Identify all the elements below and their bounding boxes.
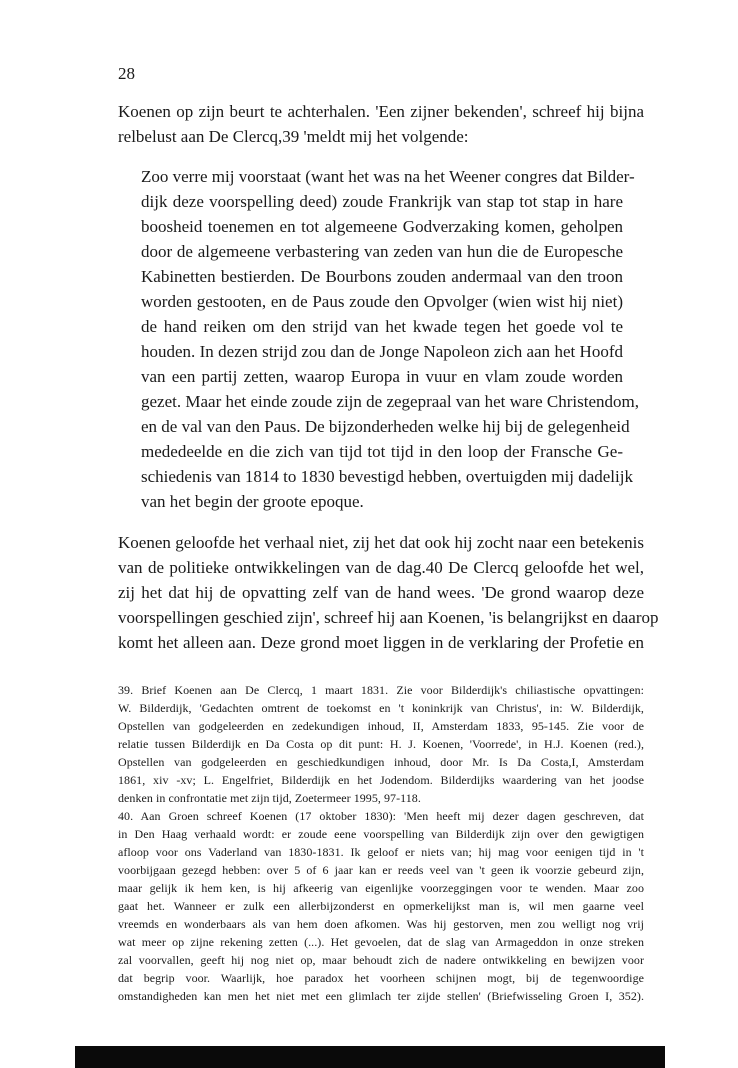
footnote-line: zal voorvallen, geeft hij nog niet op, maar behoudt zich de nadere ontwikkeling en bewijzen voor: [118, 953, 644, 967]
footnote-line: Opstellen van godgeleerden en zedekundigen inhoud, II, Amsterdam 1833, 95-145. Zie voor de: [118, 719, 644, 733]
quote-line: Zoo verre mij voorstaat (want het was na het Weener congres dat Bilder-: [141, 167, 635, 186]
footnote-line: denken in confrontatie met zijn tijd, Zoetermeer 1995, 97-118.: [118, 791, 421, 805]
quote-line: en de val van den Paus. De bijzonderheden welke hij bij de gelegenheid: [141, 417, 630, 436]
footnote-line: in Den Haag verhaald wordt: er zoude eene voorspelling van Bilderdijk zijn over den gewigtigen: [118, 827, 644, 841]
quote-line: schiedenis van 1814 to 1830 bevestigd hebben, overtuigden mij dadelijk: [141, 467, 633, 486]
quote-line: dijk deze voorspelling deed) zoude Frankrijk van stap tot stap in hare: [141, 192, 623, 211]
quote-line: van het begin der groote epoque.: [141, 492, 364, 511]
body-line: Koenen op zijn beurt te achterhalen. 'Een zijner bekenden', schreef hij bijna: [118, 102, 644, 121]
quote-line: mededeelde en die zich van tijd tot tijd in den loop der Fransche Ge-: [141, 442, 623, 461]
body-line: relbelust aan De Clercq,39 'meldt mij het volgende:: [118, 127, 469, 146]
quote-line: worden gestooten, en de Paus zoude den Opvolger (wien wist hij niet): [141, 292, 623, 311]
footnote-line: W. Bilderdijk, 'Gedachten omtrent de toekomst en 't koninkrijk van Christus', in: W. Bilderdijk,: [118, 701, 644, 715]
body-line: komt het alleen aan. Deze grond moet liggen in de verklaring der Profetie en: [118, 633, 644, 652]
quote-line: houden. In dezen strijd zou dan de Jonge Napoleon zich aan het Hoofd: [141, 342, 623, 361]
footnote-line: Opstellen van godgeleerden en geschiedkundigen inhoud, door Mr. Is Da Costa,I, Amsterdam: [118, 755, 644, 769]
body-line: zij het dat hij de opvatting zelf van de hand wees. 'De grond waarop deze: [118, 583, 644, 602]
footnote-line: 1861, xiv -xv; L. Engelfriet, Bilderdijk en het Jodendom. Bilderdijks waardering van het joodse: [118, 773, 644, 787]
body-line: voorspellingen geschied zijn', schreef hij aan Koenen, 'is belangrijkst en daarop: [118, 608, 659, 627]
footnote-line: 39. Brief Koenen aan De Clercq, 1 maart 1831. Zie voor Bilderdijk's chiliastische opvattingen:: [118, 683, 644, 697]
body-line: van de politieke ontwikkelingen van de dag.40 De Clercq geloofde het wel,: [118, 558, 644, 577]
quote-line: van een partij zetten, waarop Europa in vuur en vlam zoude worden: [141, 367, 623, 386]
footnote-line: voorbijgaan gezegd hebben: over 5 of 6 jaar kan er reeds veel van 't geen ik voorzie gebeurd zijn,: [118, 863, 644, 877]
footnote-line: omstandigheden kan men het niet met een glimlach ter zijde stellen' (Briefwisseling Groen I, 352).: [118, 989, 644, 1003]
quote-line: de hand reiken om den strijd van het kwade tegen het goede vol te: [141, 317, 623, 336]
body-line: Koenen geloofde het verhaal niet, zij het dat ook hij zocht naar een betekenis: [118, 533, 644, 552]
footnote-line: relatie tussen Bilderdijk en Da Costa op dit punt: H. J. Koenen, 'Voorrede', in H.J. Koenen (red.),: [118, 737, 644, 751]
footnote-line: vreemds en wonderbaars als van hem doen afkomen. Was hij gestorven, men zou welligt nog vrij: [118, 917, 644, 931]
footnote-line: wat meer op zijne rekening zetten (...). Het gevoelen, dat de slag van Armageddon in onze streken: [118, 935, 644, 949]
quote-line: door de algemeene verbastering van zeden van hun die de Europesche: [141, 242, 623, 261]
scan-edge-bar: [75, 1046, 665, 1068]
quote-line: gezet. Maar het einde zoude zijn de zegepraal van het ware Christendom,: [141, 392, 639, 411]
quote-line: boosheid toenemen en tot algemeene Godverzaking komen, geholpen: [141, 217, 623, 236]
footnote-line: maar gelijk ik hem ken, is hij afkeerig van eigenlijke voorzeggingen voor te wenden. Maar zoo: [118, 881, 644, 895]
quote-line: Kabinetten bestierden. De Bourbons zouden andermaal van den troon: [141, 267, 623, 286]
footnote-line: afloop voor ons Vaderland van 1830-1831. Ik geloof er niets van; hij mag voor eenigen tijd in 't: [118, 845, 644, 859]
page-number: 28: [118, 64, 135, 83]
footnote-line: gaat het. Wanneer er zulk een allerbijzonderst en opmerkelijkst man is, wil men gaarne veel: [118, 899, 644, 913]
footnote-line: dat begrip voor. Waarlijk, hoe paradox het voorheen schijnen mogt, bij de tegenwoordige: [118, 971, 644, 985]
footnote-line: 40. Aan Groen schreef Koenen (17 oktober 1830): 'Men heeft mij dezer dagen geschreven, dat: [118, 809, 644, 823]
